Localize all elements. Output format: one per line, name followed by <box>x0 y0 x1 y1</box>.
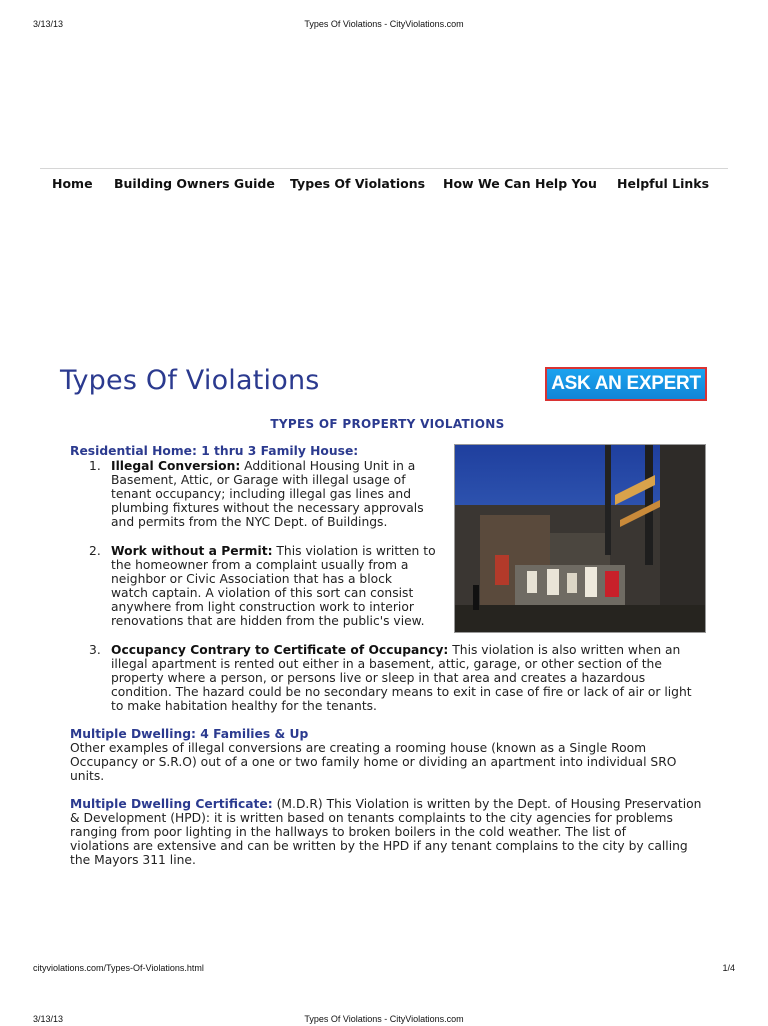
item-title: Illegal Conversion: <box>111 459 241 473</box>
item-text: plumbing fixtures without the necessary approvals <box>111 501 424 515</box>
violation-item-3 <box>89 643 711 713</box>
item-text: and permits from the NYC Dept. of Buildings. <box>111 515 388 529</box>
item-text: Additional Housing Unit in a <box>244 459 416 473</box>
print-url: cityviolations.com/Types-Of-Violations.html <box>33 963 204 973</box>
print-title: Types Of Violations - CityViolations.com <box>304 19 464 29</box>
print-header-next-page <box>0 1014 768 1026</box>
violation-item-1 <box>89 459 441 529</box>
item-number: 2. <box>89 544 101 558</box>
print-title: Types Of Violations - CityViolations.com <box>304 1014 464 1024</box>
section-text: Occupancy or S.R.O) out of a one or two family home or dividing an apartment into individual SRO <box>70 755 677 769</box>
certificate-section <box>70 797 705 867</box>
building-photo-image <box>455 445 705 632</box>
item-number: 3. <box>89 643 101 657</box>
item-text: renovations that are hidden from the public's view. <box>111 614 425 628</box>
item-text: This violation is also written when an <box>452 643 681 657</box>
item-title: Occupancy Contrary to Certificate of Occupancy: <box>111 643 449 657</box>
building-photo <box>454 444 706 633</box>
section-text: the Mayors 311 line. <box>70 853 196 867</box>
page-title: Types Of Violations <box>60 365 320 396</box>
main-nav <box>40 168 728 199</box>
section-text: units. <box>70 769 105 783</box>
item-text: Basement, Attic, or Garage with illegal usage of <box>111 473 406 487</box>
section-text: & Development (HPD): it is written based on tenants complaints to the city agencies for problems <box>70 811 673 825</box>
print-header <box>0 19 768 31</box>
print-date: 3/13/13 <box>33 19 64 29</box>
section-text: (M.D.R) This Violation is written by the Dept. of Housing Preservation <box>276 797 702 811</box>
multiple-dwelling-section <box>70 727 705 783</box>
section-text: Other examples of illegal conversions are creating a rooming house (known as a Single Room <box>70 741 647 755</box>
item-text: This violation is written to <box>276 544 436 558</box>
certificate-heading: Multiple Dwelling Certificate: <box>70 797 273 811</box>
print-footer <box>0 963 768 975</box>
item-title: Work without a Permit: <box>111 544 273 558</box>
item-text: to make habitation healthy for the tenants. <box>111 699 377 713</box>
item-number: 1. <box>89 459 101 473</box>
section-text: ranging from poor lighting in the hallways to broken boilers in the cold weather. The list of <box>70 825 626 839</box>
print-date: 3/13/13 <box>33 1014 64 1024</box>
nav-how-we-can-help[interactable]: How We Can Help You <box>443 176 597 191</box>
item-text: watch captain. A violation of this sort can consist <box>111 586 414 600</box>
item-text: anywhere from light construction work to interior <box>111 600 414 614</box>
item-text: tenant occupancy; including illegal gas lines and <box>111 487 411 501</box>
section-text: violations are extensive and can be written by the HPD if any tenant complains to the city by calling <box>70 839 688 853</box>
item-text: illegal apartment is rented out either in a basement, attic, garage, or other section of the <box>111 657 662 671</box>
item-text: neighbor or Civic Association that has a block <box>111 572 393 586</box>
item-text: condition. The hazard could be no secondary means to exit in case of fire or lack of air or light <box>111 685 692 699</box>
nav-home[interactable]: Home <box>52 176 93 191</box>
section-title: TYPES OF PROPERTY VIOLATIONS <box>270 417 505 431</box>
ask-an-expert-button[interactable]: ASK AN EXPERT <box>545 367 707 401</box>
residential-heading: Residential Home: 1 thru 3 Family House: <box>70 444 359 458</box>
nav-helpful-links[interactable]: Helpful Links <box>617 176 710 191</box>
item-text: the homeowner from a complaint usually from a <box>111 558 409 572</box>
nav-building-owners-guide[interactable]: Building Owners Guide <box>114 176 275 191</box>
violation-item-2 <box>89 544 441 628</box>
nav-types-of-violations[interactable]: Types Of Violations <box>290 176 426 191</box>
item-text: property where a person, or persons live or sleep in that area and creates a hazardous <box>111 671 646 685</box>
print-page-number: 1/4 <box>722 963 735 973</box>
multiple-dwelling-heading: Multiple Dwelling: 4 Families & Up <box>70 727 309 741</box>
